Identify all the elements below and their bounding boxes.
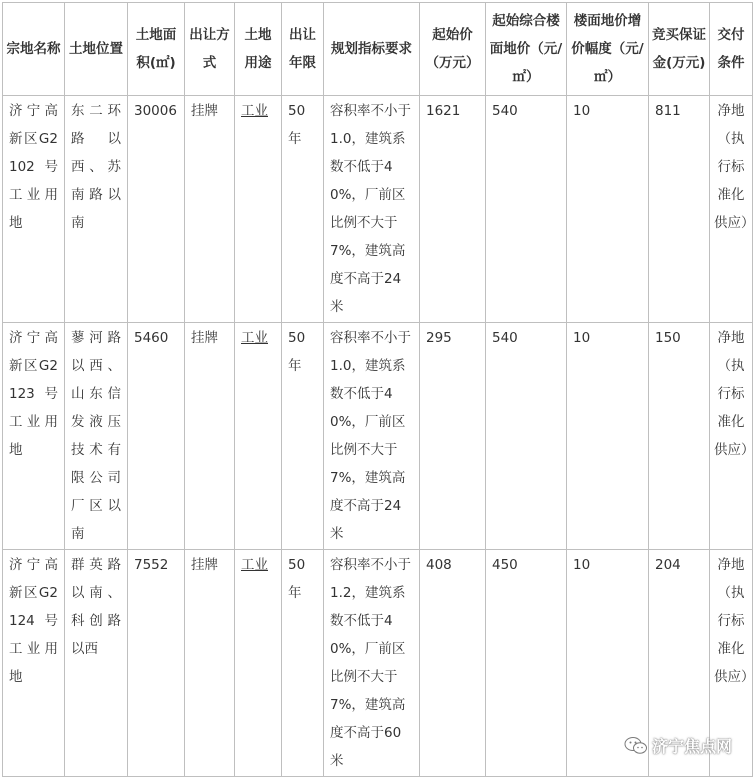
table-header-row [3,3,753,96]
cell-use-text: 工业 [241,330,268,346]
wechat-icon [624,736,648,756]
cell-increment: 10 [567,550,649,777]
cell-deposit: 150 [649,323,710,550]
cell-land-name: 济宁高新区G2123号工业用地 [3,323,65,550]
cell-method: 挂牌 [185,96,235,323]
cell-floor-price: 540 [486,323,567,550]
cell-deposit: 204 [649,550,710,777]
cell-floor-price: 540 [486,96,567,323]
cell-increment: 10 [567,96,649,323]
header-use: 土地用途 [235,3,282,96]
watermark [624,734,732,757]
header-floor-price: 起始综合楼面地价（元/㎡） [486,3,567,96]
cell-location: 蓼河路以西、山东信发液压技术有限公司厂区以南 [65,323,128,550]
table-row [3,96,753,323]
cell-term: 50年 [282,96,324,323]
cell-location: 东二环路以西、苏南路以南 [65,96,128,323]
cell-start-price: 295 [420,323,486,550]
cell-use [235,96,282,323]
cell-location: 群英路以南、科创路以西 [65,550,128,777]
cell-floor-price: 450 [486,550,567,777]
cell-use [235,323,282,550]
cell-increment: 10 [567,323,649,550]
header-deposit: 竞买保证金(万元) [649,3,710,96]
cell-condition: 净地（执行标准化供应） [710,550,753,777]
cell-land-name: 济宁高新区G2102号工业用地 [3,96,65,323]
cell-deposit: 811 [649,96,710,323]
cell-start-price: 1621 [420,96,486,323]
cell-land-name: 济宁高新区G2124号工业用地 [3,550,65,777]
table-row [3,323,753,550]
cell-method: 挂牌 [185,323,235,550]
land-auction-table [2,2,753,777]
cell-area: 5460 [128,323,185,550]
cell-condition: 净地（执行标准化供应） [710,323,753,550]
cell-method: 挂牌 [185,550,235,777]
cell-area: 30006 [128,96,185,323]
cell-term: 50年 [282,323,324,550]
header-method: 出让方式 [185,3,235,96]
cell-use [235,550,282,777]
cell-term: 50年 [282,550,324,777]
cell-requirements: 容积率不小于1.0，建筑系数不低于40%，厂前区比例不大于7%，建筑高度不高于24米 [324,96,420,323]
header-start-price: 起始价（万元） [420,3,486,96]
cell-condition: 净地（执行标准化供应） [710,96,753,323]
header-land-name: 宗地名称 [3,3,65,96]
watermark-text: 济宁焦点网 [651,737,732,756]
cell-use-text: 工业 [241,557,268,573]
cell-area: 7552 [128,550,185,777]
cell-start-price: 408 [420,550,486,777]
cell-requirements: 容积率不小于1.0，建筑系数不低于40%，厂前区比例不大于7%，建筑高度不高于24米 [324,323,420,550]
header-term: 出让年限 [282,3,324,96]
header-location: 土地位置 [65,3,128,96]
header-area: 土地面积(㎡) [128,3,185,96]
header-increment: 楼面地价增价幅度（元/㎡） [567,3,649,96]
header-requirements: 规划指标要求 [324,3,420,96]
cell-requirements: 容积率不小于1.2，建筑系数不低于40%，厂前区比例不大于7%，建筑高度不高于60米 [324,550,420,777]
cell-use-text: 工业 [241,103,268,119]
header-condition: 交付条件 [710,3,753,96]
